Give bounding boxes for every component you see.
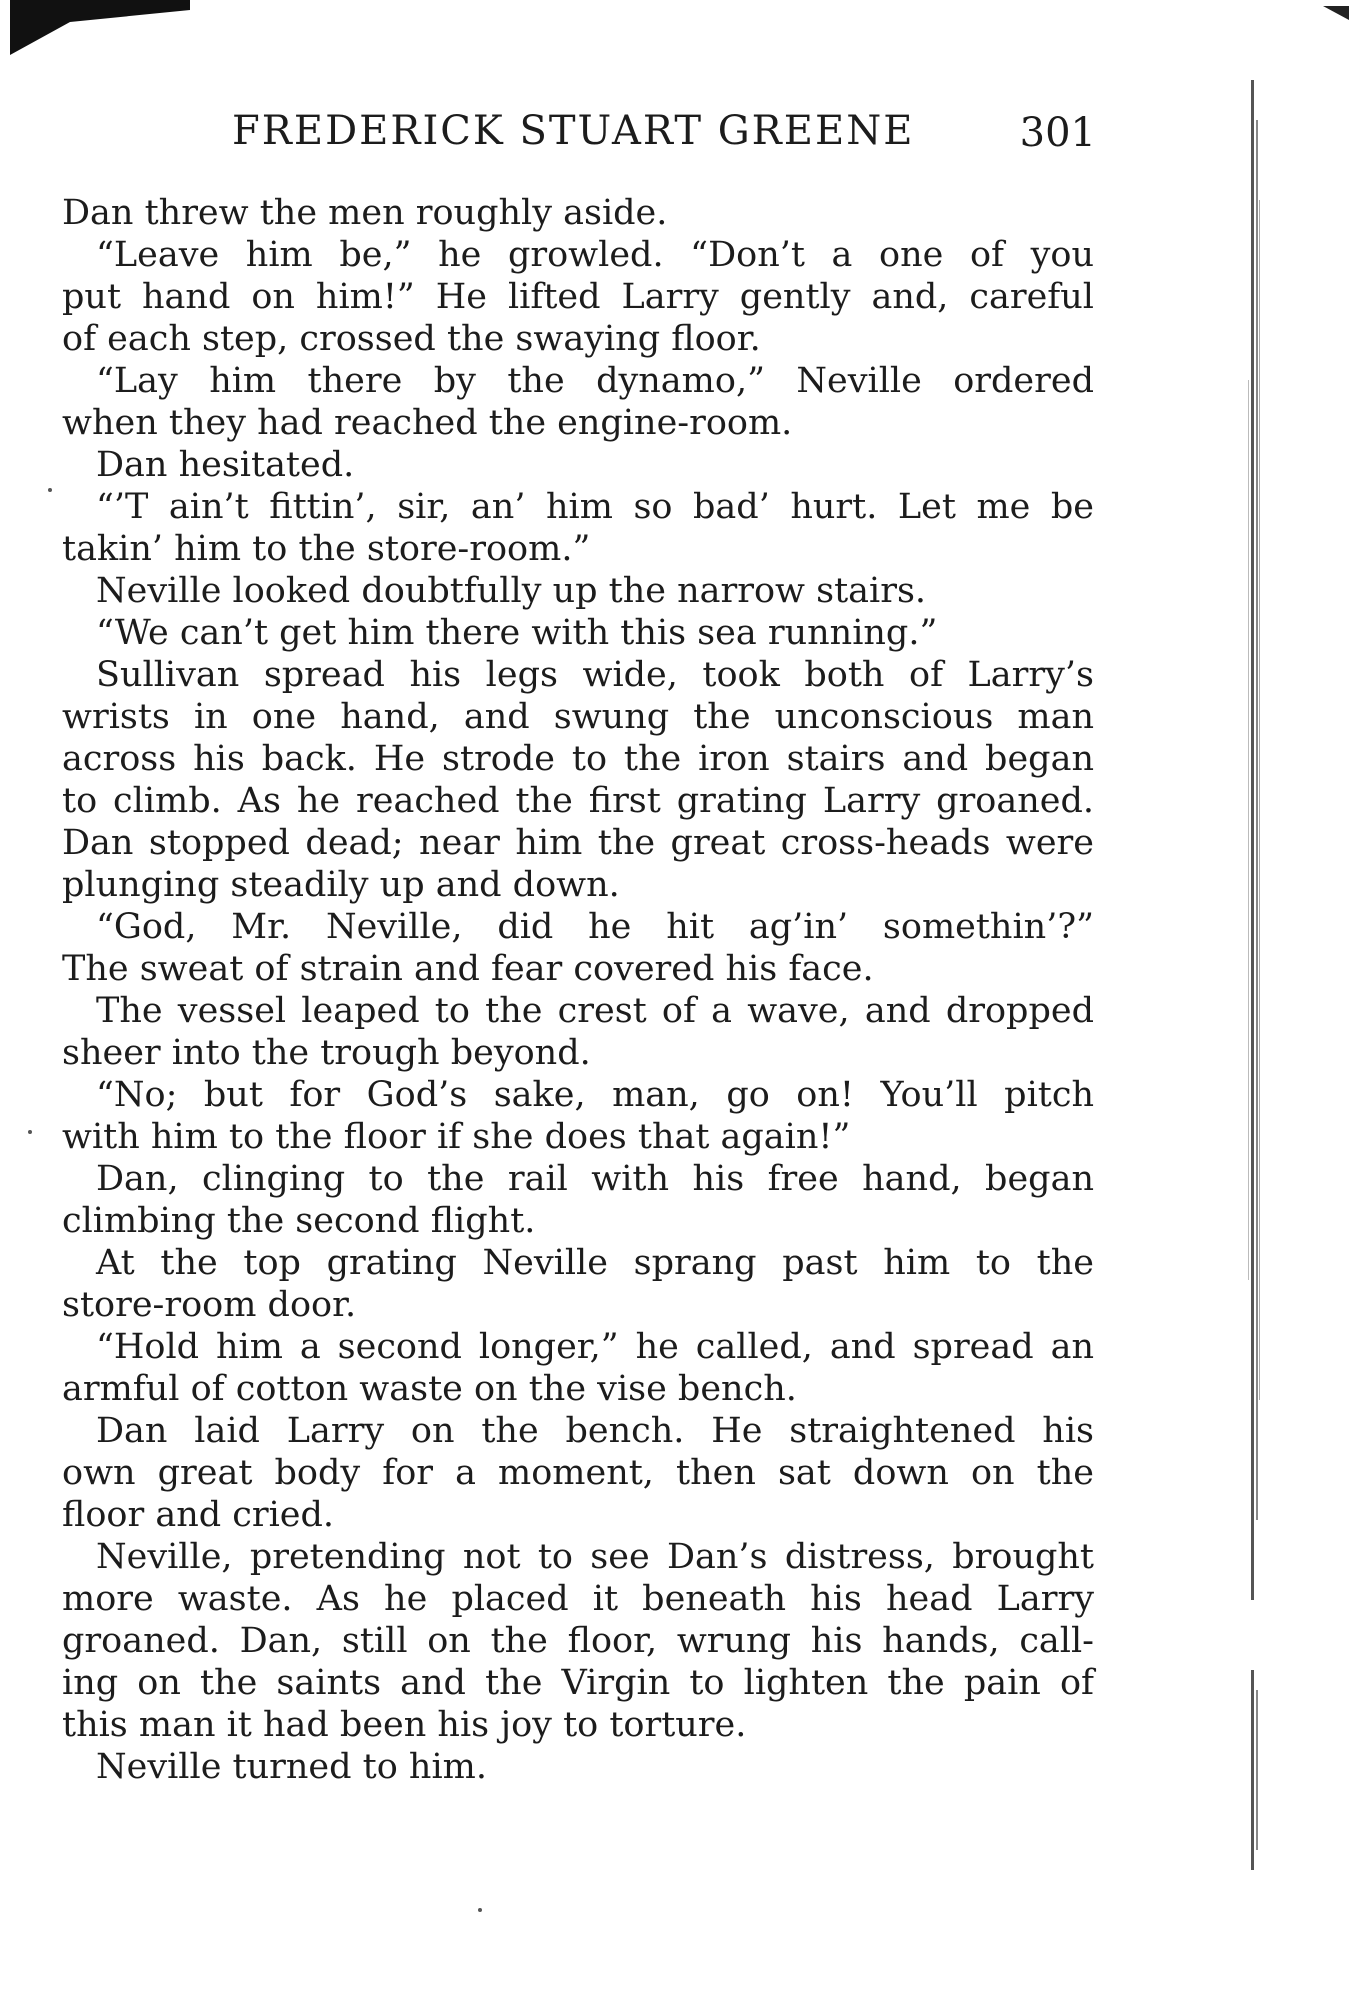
text-line: when they had reached the engine-room.	[62, 403, 793, 443]
text-line: across his back. He strode to the iron stairs and began	[62, 739, 1094, 779]
text-line: Dan laid Larry on the bench. He straightened his	[96, 1411, 1094, 1451]
text-line: Dan stopped dead; near him the great cross-heads were	[62, 823, 1094, 863]
text-line: The vessel leaped to the crest of a wave, and dropped	[96, 991, 1094, 1031]
text-line: “Leave him be,” he growled. “Don’t a one of you	[96, 235, 1094, 275]
text-line: “God, Mr. Neville, did he hit ag’in’ somethin’?”	[96, 907, 1094, 947]
text-line: own great body for a moment, then sat down on the	[62, 1453, 1094, 1493]
text-line: takin’ him to the store-room.”	[62, 529, 591, 569]
text-line: store-room door.	[62, 1285, 357, 1325]
text-line: put hand on him!” He lifted Larry gently and, careful	[62, 277, 1094, 317]
text-line: Neville looked doubtfully up the narrow stairs.	[96, 571, 927, 611]
text-line: groaned. Dan, still on the floor, wrung his hands, call-	[62, 1621, 1094, 1661]
text-line: Dan, clinging to the rail with his free hand, began	[96, 1159, 1094, 1199]
page-number: 301	[1019, 110, 1096, 156]
running-title: FREDERICK STUART GREENE	[232, 108, 915, 154]
printer-corner-mark	[10, 0, 190, 55]
stray-mark	[478, 1908, 482, 1912]
stray-mark	[48, 488, 52, 492]
text-line: floor and cried.	[62, 1495, 335, 1535]
text-line: wrists in one hand, and swung the unconscious man	[62, 697, 1094, 737]
text-line: of each step, crossed the swaying floor.	[62, 319, 761, 359]
text-line: “Lay him there by the dynamo,” Neville ordered	[96, 361, 1094, 401]
text-line: “No; but for God’s sake, man, go on! You’ll pitch	[96, 1075, 1094, 1115]
text-line: “We can’t get him there with this sea running.”	[96, 613, 938, 653]
stray-mark	[28, 1130, 32, 1134]
text-line: Neville turned to him.	[96, 1747, 487, 1787]
text-line: “’T ain’t fittin’, sir, an’ him so bad’ hurt. Let me be	[96, 487, 1094, 527]
text-line: to climb. As he reached the first grating Larry groaned.	[62, 781, 1094, 821]
text-line: more waste. As he placed it beneath his head Larry	[62, 1579, 1094, 1619]
text-line: Dan hesitated.	[96, 445, 355, 485]
body-text	[62, 192, 1094, 1788]
binding-edge-shadow	[1243, 80, 1271, 1600]
text-line: Dan threw the men roughly aside.	[62, 193, 668, 233]
text-line: plunging steadily up and down.	[62, 865, 620, 905]
text-line: climbing the second flight.	[62, 1201, 536, 1241]
binding-edge-shadow-lower	[1243, 1670, 1271, 1870]
text-line: ing on the saints and the Virgin to lighten the pain of	[62, 1663, 1094, 1703]
text-line: this man it had been his joy to torture.	[62, 1705, 747, 1745]
text-line: sheer into the trough beyond.	[62, 1033, 591, 1073]
text-line: “Hold him a second longer,” he called, and spread an	[96, 1327, 1094, 1367]
right-corner-mark	[1323, 6, 1349, 20]
text-line: At the top grating Neville sprang past him to the	[96, 1243, 1094, 1283]
text-line: armful of cotton waste on the vise bench.	[62, 1369, 797, 1409]
text-line: Neville, pretending not to see Dan’s distress, brought	[96, 1537, 1094, 1577]
running-head	[232, 108, 1096, 160]
text-line: with him to the floor if she does that again!”	[62, 1117, 851, 1157]
text-line: The sweat of strain and fear covered his face.	[62, 949, 874, 989]
text-line: Sullivan spread his legs wide, took both of Larry’s	[96, 655, 1094, 695]
